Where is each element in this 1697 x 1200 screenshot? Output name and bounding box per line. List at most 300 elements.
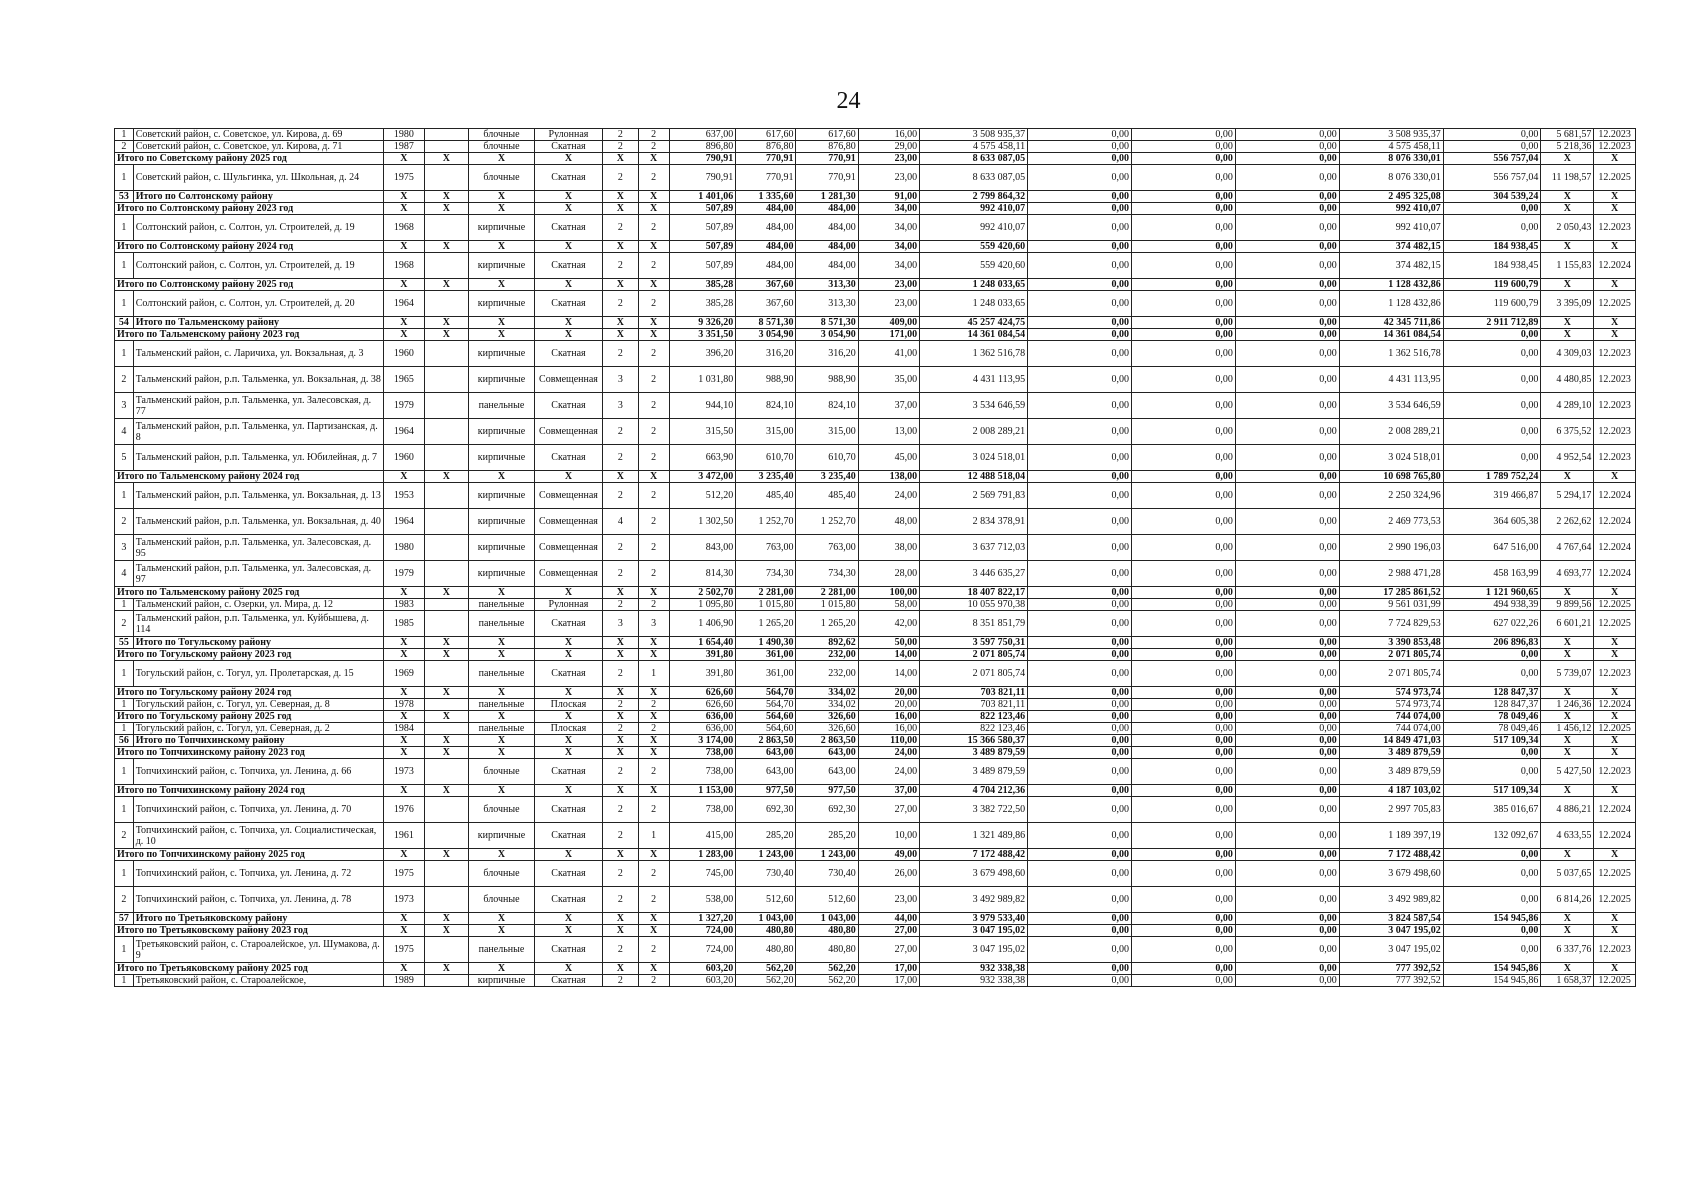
value-cell: 564,70 xyxy=(736,699,796,711)
row-number-cell: 54 xyxy=(115,317,134,329)
row-number-cell: 57 xyxy=(115,913,134,925)
value-cell: 9 326,20 xyxy=(669,317,735,329)
wall-material-cell: X xyxy=(469,191,534,203)
value-cell: 0,00 xyxy=(1132,747,1236,759)
value-cell: 777 392,52 xyxy=(1339,975,1443,987)
value-cell: 0,00 xyxy=(1132,649,1236,661)
unit-cost-cell: 4 886,21 xyxy=(1541,797,1594,823)
value-cell: 484,00 xyxy=(736,253,796,279)
table-row xyxy=(115,723,1636,735)
floors-cell: 3 xyxy=(603,611,638,637)
value-cell: 1 401,06 xyxy=(669,191,735,203)
floors-cell: X xyxy=(603,785,638,797)
entrances-cell: X xyxy=(638,279,669,291)
value-cell: 517 109,34 xyxy=(1443,785,1541,797)
year-cell: X xyxy=(384,747,425,759)
table-total-row xyxy=(115,203,1636,215)
value-cell: 374 482,15 xyxy=(1339,241,1443,253)
value-cell: 0,00 xyxy=(1132,483,1236,509)
entrances-cell: 2 xyxy=(638,887,669,913)
year-cell: X xyxy=(384,153,425,165)
commissioning-cell xyxy=(424,887,469,913)
address-cell: Солтонский район, с. Солтон, ул. Строителей, д. 19 xyxy=(133,215,383,241)
roof-type-cell: X xyxy=(534,925,603,937)
value-cell: 0,00 xyxy=(1443,329,1541,341)
commissioning-cell: X xyxy=(424,587,469,599)
wall-material-cell: панельные xyxy=(469,699,534,711)
row-number-cell: 5 xyxy=(115,445,134,471)
wall-material-cell: блочные xyxy=(469,165,534,191)
floors-cell: X xyxy=(603,279,638,291)
table-row xyxy=(115,165,1636,191)
value-cell: 0,00 xyxy=(1235,649,1339,661)
value-cell: 458 163,99 xyxy=(1443,561,1541,587)
value-cell: 574 973,74 xyxy=(1339,699,1443,711)
table-row xyxy=(115,975,1636,987)
row-number-cell: 1 xyxy=(115,975,134,987)
value-cell: 0,00 xyxy=(1132,279,1236,291)
floors-cell: X xyxy=(603,317,638,329)
roof-type-cell: Совмещенная xyxy=(534,561,603,587)
unit-cost-cell: 5 294,17 xyxy=(1541,483,1594,509)
address-cell: Тальменский район, р.п. Тальменка, ул. Вокзальная, д. 40 xyxy=(133,509,383,535)
value-cell: 0,00 xyxy=(1235,241,1339,253)
wall-material-cell: панельные xyxy=(469,937,534,963)
value-cell: 1 248 033,65 xyxy=(920,279,1028,291)
value-cell: 1 243,00 xyxy=(736,849,796,861)
entrances-cell: 2 xyxy=(638,367,669,393)
value-cell: 34,00 xyxy=(858,253,919,279)
completion-date-cell: X xyxy=(1594,153,1636,165)
unit-cost-cell: X xyxy=(1541,711,1594,723)
value-cell: 1 654,40 xyxy=(669,637,735,649)
commissioning-cell: X xyxy=(424,687,469,699)
value-cell: 0,00 xyxy=(1028,925,1132,937)
unit-cost-cell: 6 814,26 xyxy=(1541,887,1594,913)
completion-date-cell: X xyxy=(1594,735,1636,747)
value-cell: 3 351,50 xyxy=(669,329,735,341)
completion-date-cell: 12.2024 xyxy=(1594,483,1636,509)
completion-date-cell: X xyxy=(1594,649,1636,661)
value-cell: 0,00 xyxy=(1028,203,1132,215)
value-cell: 0,00 xyxy=(1132,759,1236,785)
value-cell: 2 071 805,74 xyxy=(1339,661,1443,687)
value-cell: 13,00 xyxy=(858,419,919,445)
value-cell: 944,10 xyxy=(669,393,735,419)
wall-material-cell: X xyxy=(469,203,534,215)
completion-date-cell: 12.2025 xyxy=(1594,723,1636,735)
value-cell: 1 283,00 xyxy=(669,849,735,861)
address-cell: Советский район, с. Советское, ул. Кирова, д. 69 xyxy=(133,129,383,141)
entrances-cell: 2 xyxy=(638,699,669,711)
value-cell: 0,00 xyxy=(1443,419,1541,445)
address-cell: Тальменский район, с. Ларичиха, ул. Вокзальная, д. 3 xyxy=(133,341,383,367)
value-cell: 843,00 xyxy=(669,535,735,561)
table-total-row xyxy=(115,587,1636,599)
roof-type-cell: X xyxy=(534,587,603,599)
value-cell: 2 071 805,74 xyxy=(920,649,1028,661)
roof-type-cell: X xyxy=(534,471,603,483)
value-cell: 171,00 xyxy=(858,329,919,341)
entrances-cell: X xyxy=(638,241,669,253)
roof-type-cell: Скатная xyxy=(534,759,603,785)
value-cell: 562,20 xyxy=(736,975,796,987)
value-cell: 0,00 xyxy=(1235,887,1339,913)
value-cell: 27,00 xyxy=(858,925,919,937)
completion-date-cell: 12.2025 xyxy=(1594,887,1636,913)
value-cell: 484,00 xyxy=(796,203,858,215)
value-cell: 0,00 xyxy=(1132,797,1236,823)
value-cell: 0,00 xyxy=(1028,483,1132,509)
value-cell: 14,00 xyxy=(858,649,919,661)
value-cell: 334,02 xyxy=(796,687,858,699)
value-cell: 313,30 xyxy=(796,291,858,317)
value-cell: 0,00 xyxy=(1235,687,1339,699)
address-cell: Топчихинский район, с. Топчиха, ул. Социалистическая, д. 10 xyxy=(133,823,383,849)
value-cell: 494 938,39 xyxy=(1443,599,1541,611)
floors-cell: 2 xyxy=(603,797,638,823)
table-row xyxy=(115,759,1636,785)
value-cell: 0,00 xyxy=(1028,599,1132,611)
value-cell: 16,00 xyxy=(858,723,919,735)
entrances-cell: 2 xyxy=(638,129,669,141)
value-cell: 0,00 xyxy=(1235,483,1339,509)
value-cell: 0,00 xyxy=(1443,203,1541,215)
unit-cost-cell: X xyxy=(1541,587,1594,599)
address-cell: Советский район, с. Советское, ул. Кирова, д. 71 xyxy=(133,141,383,153)
floors-cell: 2 xyxy=(603,445,638,471)
completion-date-cell: 12.2025 xyxy=(1594,861,1636,887)
address-cell: Тальменский район, р.п. Тальменка, ул. Юбилейная, д. 7 xyxy=(133,445,383,471)
entrances-cell: 1 xyxy=(638,823,669,849)
table-total-row xyxy=(115,963,1636,975)
entrances-cell: 2 xyxy=(638,759,669,785)
value-cell: 2 495 325,08 xyxy=(1339,191,1443,203)
value-cell: 45,00 xyxy=(858,445,919,471)
roof-type-cell: Рулонная xyxy=(534,129,603,141)
commissioning-cell: X xyxy=(424,153,469,165)
roof-type-cell: X xyxy=(534,649,603,661)
roof-type-cell: Скатная xyxy=(534,975,603,987)
floors-cell: 2 xyxy=(603,561,638,587)
value-cell: 1 321 489,86 xyxy=(920,823,1028,849)
value-cell: 50,00 xyxy=(858,637,919,649)
wall-material-cell: X xyxy=(469,649,534,661)
value-cell: 3 679 498,60 xyxy=(1339,861,1443,887)
value-cell: 1 302,50 xyxy=(669,509,735,535)
wall-material-cell: X xyxy=(469,471,534,483)
address-cell: Тогульский район, с. Тогул, ул. Северная, д. 2 xyxy=(133,723,383,735)
value-cell: 110,00 xyxy=(858,735,919,747)
entrances-cell: X xyxy=(638,913,669,925)
roof-type-cell: Плоская xyxy=(534,723,603,735)
value-cell: 3 489 879,59 xyxy=(920,759,1028,785)
value-cell: 34,00 xyxy=(858,203,919,215)
wall-material-cell: X xyxy=(469,849,534,861)
unit-cost-cell: X xyxy=(1541,279,1594,291)
row-number-cell: 1 xyxy=(115,291,134,317)
table-row xyxy=(115,419,1636,445)
wall-material-cell: блочные xyxy=(469,759,534,785)
value-cell: 2 863,50 xyxy=(796,735,858,747)
value-cell: 27,00 xyxy=(858,937,919,963)
value-cell: 2 008 289,21 xyxy=(1339,419,1443,445)
floors-cell: 2 xyxy=(603,141,638,153)
value-cell: 977,50 xyxy=(796,785,858,797)
value-cell: 7 724 829,53 xyxy=(1339,611,1443,637)
value-cell: 3 446 635,27 xyxy=(920,561,1028,587)
value-cell: 0,00 xyxy=(1235,419,1339,445)
value-cell: 8 571,30 xyxy=(736,317,796,329)
commissioning-cell xyxy=(424,759,469,785)
total-label-cell: Итого по Солтонскому району 2023 год xyxy=(115,203,384,215)
year-cell: 1960 xyxy=(384,341,425,367)
value-cell: 730,40 xyxy=(796,861,858,887)
value-cell: 574 973,74 xyxy=(1339,687,1443,699)
value-cell: 538,00 xyxy=(669,887,735,913)
entrances-cell: 2 xyxy=(638,483,669,509)
roof-type-cell: X xyxy=(534,329,603,341)
row-number-cell: 2 xyxy=(115,611,134,637)
value-cell: 603,20 xyxy=(669,975,735,987)
value-cell: 507,89 xyxy=(669,215,735,241)
year-cell: 1953 xyxy=(384,483,425,509)
value-cell: 3 492 989,82 xyxy=(1339,887,1443,913)
value-cell: 29,00 xyxy=(858,141,919,153)
value-cell: 0,00 xyxy=(1132,215,1236,241)
value-cell: 0,00 xyxy=(1443,759,1541,785)
value-cell: 1 043,00 xyxy=(796,913,858,925)
floors-cell: 2 xyxy=(603,129,638,141)
unit-cost-cell: 9 899,56 xyxy=(1541,599,1594,611)
value-cell: 485,40 xyxy=(796,483,858,509)
value-cell: 16,00 xyxy=(858,129,919,141)
commissioning-cell xyxy=(424,535,469,561)
unit-cost-cell: 1 658,37 xyxy=(1541,975,1594,987)
roof-type-cell: Совмещенная xyxy=(534,367,603,393)
address-cell: Тальменский район, р.п. Тальменка, ул. Куйбышева, д. 114 xyxy=(133,611,383,637)
roof-type-cell: Скатная xyxy=(534,661,603,687)
year-cell: X xyxy=(384,711,425,723)
value-cell: 0,00 xyxy=(1028,367,1132,393)
table-row xyxy=(115,661,1636,687)
value-cell: 8 351 851,79 xyxy=(920,611,1028,637)
commissioning-cell xyxy=(424,165,469,191)
roof-type-cell: Скатная xyxy=(534,253,603,279)
address-cell: Тальменский район, р.п. Тальменка, ул. Партизанская, д. 8 xyxy=(133,419,383,445)
value-cell: 48,00 xyxy=(858,509,919,535)
row-number-cell: 56 xyxy=(115,735,134,747)
floors-cell: X xyxy=(603,687,638,699)
value-cell: 0,00 xyxy=(1443,215,1541,241)
value-cell: 1 095,80 xyxy=(669,599,735,611)
value-cell: 992 410,07 xyxy=(920,215,1028,241)
row-number-cell: 1 xyxy=(115,723,134,735)
table-body xyxy=(115,129,1636,987)
table-total-row xyxy=(115,849,1636,861)
value-cell: 0,00 xyxy=(1235,535,1339,561)
value-cell: 0,00 xyxy=(1235,747,1339,759)
commissioning-cell xyxy=(424,509,469,535)
commissioning-cell xyxy=(424,367,469,393)
floors-cell: X xyxy=(603,963,638,975)
unit-cost-cell: 1 155,83 xyxy=(1541,253,1594,279)
roof-type-cell: Плоская xyxy=(534,699,603,711)
value-cell: 0,00 xyxy=(1028,419,1132,445)
unit-cost-cell: 2 262,62 xyxy=(1541,509,1594,535)
unit-cost-cell: 6 375,52 xyxy=(1541,419,1594,445)
value-cell: 626,60 xyxy=(669,699,735,711)
value-cell: 745,00 xyxy=(669,861,735,887)
value-cell: 0,00 xyxy=(1028,913,1132,925)
value-cell: 559 420,60 xyxy=(920,241,1028,253)
roof-type-cell: Скатная xyxy=(534,611,603,637)
value-cell: 790,91 xyxy=(669,165,735,191)
entrances-cell: X xyxy=(638,329,669,341)
value-cell: 0,00 xyxy=(1028,471,1132,483)
value-cell: 484,00 xyxy=(796,253,858,279)
entrances-cell: 2 xyxy=(638,419,669,445)
year-cell: X xyxy=(384,913,425,925)
value-cell: 24,00 xyxy=(858,747,919,759)
commissioning-cell: X xyxy=(424,191,469,203)
year-cell: X xyxy=(384,925,425,937)
value-cell: 3 174,00 xyxy=(669,735,735,747)
year-cell: X xyxy=(384,785,425,797)
value-cell: 3 024 518,01 xyxy=(1339,445,1443,471)
value-cell: 0,00 xyxy=(1235,471,1339,483)
value-cell: 232,00 xyxy=(796,649,858,661)
value-cell: 0,00 xyxy=(1235,785,1339,797)
value-cell: 0,00 xyxy=(1028,735,1132,747)
value-cell: 0,00 xyxy=(1028,215,1132,241)
floors-cell: X xyxy=(603,587,638,599)
value-cell: 485,40 xyxy=(736,483,796,509)
row-number-cell: 1 xyxy=(115,699,134,711)
total-label-cell: Итого по Третьяковскому району xyxy=(133,913,383,925)
value-cell: 374 482,15 xyxy=(1339,253,1443,279)
wall-material-cell: блочные xyxy=(469,797,534,823)
wall-material-cell: X xyxy=(469,785,534,797)
floors-cell: 3 xyxy=(603,393,638,419)
value-cell: 3 637 712,03 xyxy=(920,535,1028,561)
value-cell: 603,20 xyxy=(669,963,735,975)
floors-cell: 2 xyxy=(603,887,638,913)
commissioning-cell: X xyxy=(424,637,469,649)
value-cell: 1 031,80 xyxy=(669,367,735,393)
value-cell: 484,00 xyxy=(796,241,858,253)
value-cell: 0,00 xyxy=(1028,317,1132,329)
row-number-cell: 1 xyxy=(115,253,134,279)
commissioning-cell xyxy=(424,141,469,153)
wall-material-cell: кирпичные xyxy=(469,445,534,471)
entrances-cell: X xyxy=(638,687,669,699)
value-cell: 0,00 xyxy=(1132,445,1236,471)
entrances-cell: X xyxy=(638,637,669,649)
commissioning-cell: X xyxy=(424,203,469,215)
commissioning-cell xyxy=(424,483,469,509)
address-cell: Тальменский район, р.п. Тальменка, ул. Залесовская, д. 95 xyxy=(133,535,383,561)
value-cell: 4 575 458,11 xyxy=(920,141,1028,153)
completion-date-cell: 12.2023 xyxy=(1594,759,1636,785)
completion-date-cell: X xyxy=(1594,471,1636,483)
roof-type-cell: Скатная xyxy=(534,823,603,849)
value-cell: 2 071 805,74 xyxy=(1339,649,1443,661)
unit-cost-cell: X xyxy=(1541,785,1594,797)
value-cell: 26,00 xyxy=(858,861,919,887)
table-total-row xyxy=(115,241,1636,253)
floors-cell: 2 xyxy=(603,215,638,241)
value-cell: 0,00 xyxy=(1028,963,1132,975)
table-total-row xyxy=(115,687,1636,699)
value-cell: 1 327,20 xyxy=(669,913,735,925)
value-cell: 42 345 711,86 xyxy=(1339,317,1443,329)
table-row xyxy=(115,367,1636,393)
entrances-cell: 2 xyxy=(638,937,669,963)
value-cell: 0,00 xyxy=(1132,291,1236,317)
value-cell: 1 490,30 xyxy=(736,637,796,649)
year-cell: 1973 xyxy=(384,759,425,785)
value-cell: 1 335,60 xyxy=(736,191,796,203)
value-cell: 692,30 xyxy=(736,797,796,823)
entrances-cell: 2 xyxy=(638,599,669,611)
floors-cell: X xyxy=(603,735,638,747)
value-cell: 734,30 xyxy=(796,561,858,587)
year-cell: 1960 xyxy=(384,445,425,471)
floors-cell: 2 xyxy=(603,937,638,963)
table-row xyxy=(115,611,1636,637)
value-cell: 738,00 xyxy=(669,759,735,785)
wall-material-cell: блочные xyxy=(469,861,534,887)
floors-cell: X xyxy=(603,153,638,165)
value-cell: 184 938,45 xyxy=(1443,253,1541,279)
total-label-cell: Итого по Тогульскому району xyxy=(133,637,383,649)
entrances-cell: X xyxy=(638,203,669,215)
value-cell: 484,00 xyxy=(796,215,858,241)
value-cell: 313,30 xyxy=(796,279,858,291)
value-cell: 1 043,00 xyxy=(736,913,796,925)
commissioning-cell xyxy=(424,291,469,317)
value-cell: 0,00 xyxy=(1235,711,1339,723)
value-cell: 626,60 xyxy=(669,687,735,699)
unit-cost-cell: 5 681,57 xyxy=(1541,129,1594,141)
completion-date-cell: X xyxy=(1594,587,1636,599)
commissioning-cell xyxy=(424,723,469,735)
floors-cell: 2 xyxy=(603,975,638,987)
value-cell: 2 799 864,32 xyxy=(920,191,1028,203)
completion-date-cell: 12.2023 xyxy=(1594,445,1636,471)
value-cell: 1 362 516,78 xyxy=(920,341,1028,367)
wall-material-cell: X xyxy=(469,925,534,937)
value-cell: 3 390 853,48 xyxy=(1339,637,1443,649)
floors-cell: X xyxy=(603,329,638,341)
unit-cost-cell: 1 246,36 xyxy=(1541,699,1594,711)
value-cell: 0,00 xyxy=(1132,241,1236,253)
value-cell: 744 074,00 xyxy=(1339,711,1443,723)
value-cell: 2 250 324,96 xyxy=(1339,483,1443,509)
completion-date-cell: 12.2024 xyxy=(1594,561,1636,587)
floors-cell: 2 xyxy=(603,165,638,191)
value-cell: 7 172 488,42 xyxy=(1339,849,1443,861)
entrances-cell: 2 xyxy=(638,509,669,535)
value-cell: 0,00 xyxy=(1235,937,1339,963)
value-cell: 0,00 xyxy=(1235,963,1339,975)
value-cell: 385,28 xyxy=(669,279,735,291)
total-label-cell: Итого по Топчихинскому району 2025 год xyxy=(115,849,384,861)
row-number-cell: 1 xyxy=(115,341,134,367)
commissioning-cell: X xyxy=(424,963,469,975)
roof-type-cell: X xyxy=(534,191,603,203)
